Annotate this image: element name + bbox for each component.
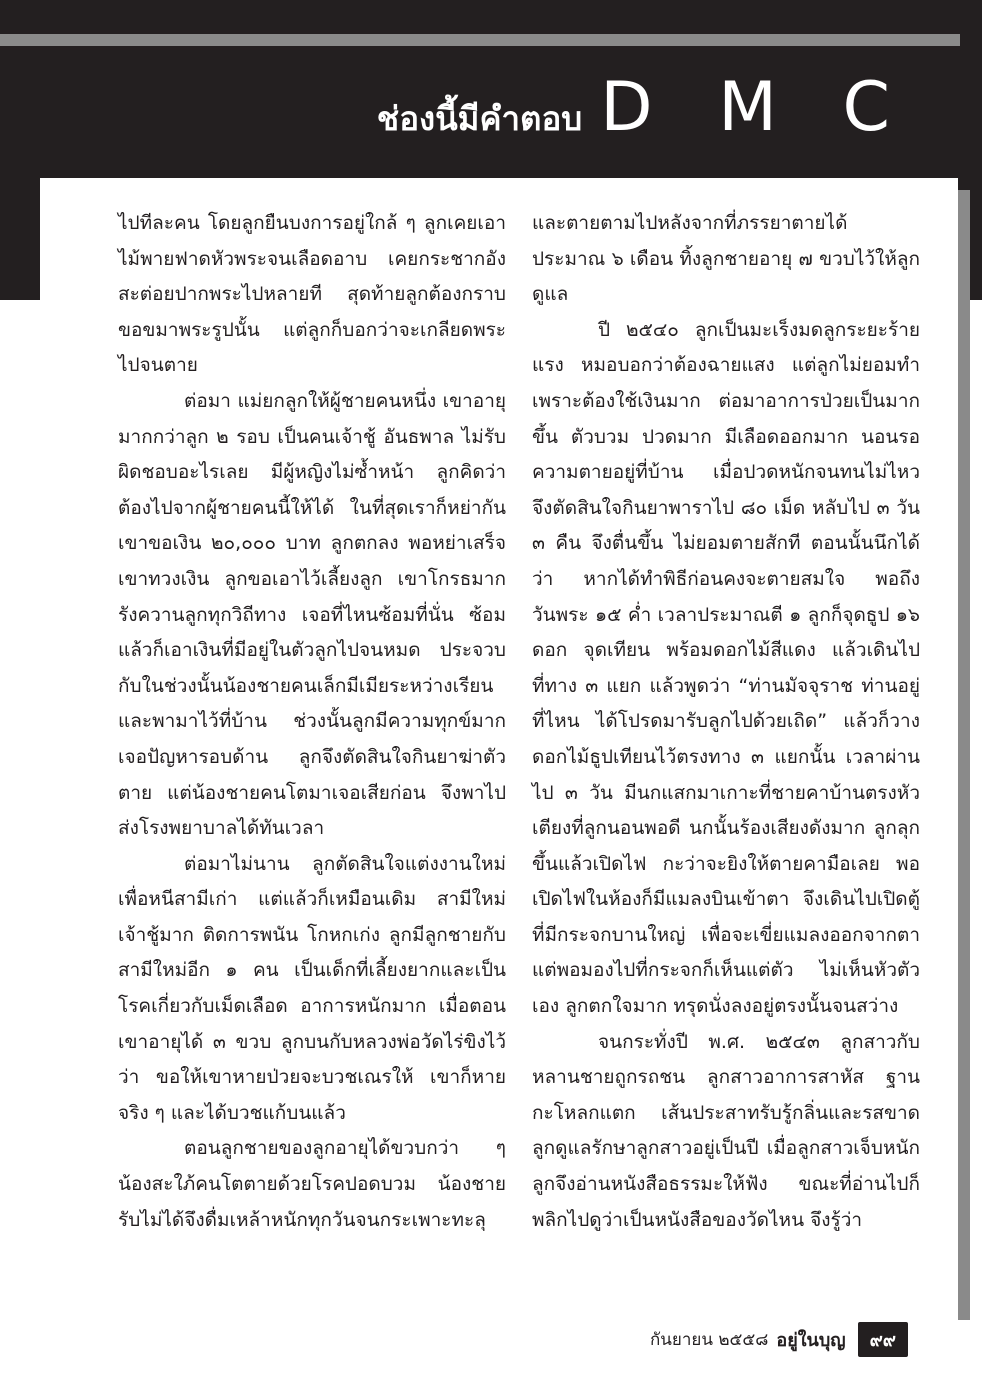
header-stripe (0, 34, 960, 46)
paragraph: ต่อมาไม่นาน ลูกตัดสินใจแต่งงานใหม่ เพื่อหนีสามีเก่า แต่แล้วก็เหมือนเดิม สามีใหม่เจ้าชู้มาก ติดการพนัน โกหกเก่ง ลูกมีลูกชายกับสามีใหม่อีก ๑ คน เป็นเด็กที่เลี้ยงยากและเป็นโรคเกี่ยวกับเม็ดเลือด อาการหนักมาก เมื่อตอนเขาอายุได้ ๓ ขวบ ลูกบนกับหลวงพ่อวัดไร่ขิงไว้ว่า ขอให้เขาหายป่วยจะบวชเณรให้ เขาก็หายจริง ๆ และได้บวชแก้บนแล้ว (118, 852, 506, 1124)
side-bar (958, 190, 970, 1320)
column-title-thai: ช่องนี้มีคำตอบ (376, 99, 583, 138)
paragraph: ต่อมา แม่ยกลูกให้ผู้ชายคนหนึ่ง เขาอายุมากกว่าลูก ๒ รอบ เป็นคนเจ้าชู้ อันธพาล ไม่รับผิดชอบอะไรเลย มีผู้หญิงไม่ซ้ำหน้า ลูกคิดว่าต้องไปจากผู้ชายคนนี้ให้ได้ ในที่สุดเราก็หย่ากัน เขาขอเงิน ๒๐,๐๐๐ บาท ลูกตกลง พอหย่าเสร็จเขาทวงเงิน ลูกขอเอาไว้เลี้ยงลูก เขาโกรธมาก รังควานลูกทุกวิถีทาง เจอที่ไหนซ้อมที่นั่น ซ้อมแล้วก็เอาเงินที่มีอยู่ในตัวลูกไปจนหมด ประจวบกับในช่วงนั้นน้องชายคนเล็กมีเมียระหว่างเรียนและพามาไว้ที่บ้าน ช่วงนั้นลูกมีความทุกข์มาก เจอปัญหารอบด้าน ลูกจึงตัดสินใจกินยาฆ่าตัวตาย แต่น้องชายคนโตมาเจอเสียก่อน จึงพาไปส่งโรงพยาบาลได้ทันเวลา (118, 389, 506, 840)
issue-date: กันยายน ๒๕๕๘ (649, 1330, 769, 1350)
magazine-name: อยู่ในบุญ (776, 1330, 846, 1351)
left-column (118, 206, 506, 1238)
column-title (376, 68, 912, 147)
paragraph: และตายตามไปหลังจากที่ภรรยาตายได้ประมาณ ๖ เดือน ทิ้งลูกชายอายุ ๗ ขวบไว้ให้ลูกดูแล (532, 212, 920, 306)
paragraph: จนกระทั่งปี พ.ศ. ๒๕๔๓ ลูกสาวกับหลานชายถูกรถชน ลูกสาวอาการสาหัส ฐานกะโหลกแตก เส้นประสาทรับรู้กลิ่นและรสขาด ลูกดูแลรักษาลูกสาวอยู่เป็นปี เมื่อลูกสาวเจ็บหนัก ลูกจึงอ่านหนังสือธรรมะให้ฟัง ขณะที่อ่านไปก็พลิกไปดูว่าเป็นหนังสือของวัดไหน จึงรู้ว่า (532, 1030, 920, 1231)
page-footer (650, 1322, 908, 1357)
paragraph: ไปทีละคน โดยลูกยืนบงการอยู่ใกล้ ๆ ลูกเคยเอาไม้พายฟาดหัวพระจนเลือดอาบ เคยกระชากอังสะต่อยปากพระไปหลายที สุดท้ายลูกต้องกราบขอขมาพระรูปนั้น แต่ลูกก็บอกว่าจะเกลียดพระไปจนตาย (118, 212, 506, 377)
column-title-dmc: D M C (600, 68, 912, 147)
paragraph: ตอนลูกชายของลูกอายุได้ขวบกว่า ๆ น้องสะใภ้คนโตตายด้วยโรคปอดบวม น้องชายรับไม่ได้จึงดื่มเหล้าหนักทุกวันจนกระเพาะทะลุ (118, 1137, 506, 1231)
paragraph: ปี ๒๕๔๐ ลูกเป็นมะเร็งมดลูกระยะร้ายแรง หมอบอกว่าต้องฉายแสง แต่ลูกไม่ยอมทำ เพราะต้องใช้เงินมาก ต่อมาอาการป่วยเป็นมากขึ้น ตัวบวม ปวดมาก มีเลือดออกมาก นอนรอความตายอยู่ที่บ้าน เมื่อปวดหนักจนทนไม่ไหว จึงตัดสินใจกินยาพาราไป ๘๐ เม็ด หลับไป ๓ วัน ๓ คืน จึงตื่นขึ้น ไม่ยอมตายสักที ตอนนั้นนึกได้ว่า หากได้ทำพิธีก่อนคงจะตายสมใจ พอถึงวันพระ ๑๕ ค่ำ เวลาประมาณตี ๑ ลูกก็จุดธูป ๑๖ ดอก จุดเทียน พร้อมดอกไม้สีแดง แล้วเดินไปที่ทาง ๓ แยก แล้วพูดว่า “ท่านมัจจุราช ท่านอยู่ที่ไหน ได้โปรดมารับลูกไปด้วยเถิด” แล้วก็วางดอกไม้ธูปเทียนไว้ตรงทาง ๓ แยกนั้น เวลาผ่านไป ๓ วัน มีนกแสกมาเกาะที่ชายคาบ้านตรงหัวเตียงที่ลูกนอนพอดี นกนั้นร้องเสียงดังมาก ลูกลุกขึ้นแล้วเปิดไฟ กะว่าจะยิงให้ตายคามือเลย พอเปิดไฟในห้องก็มีแมลงบินเข้าตา จึงเดินไปเปิดตู้ที่มีกระจกบานใหญ่ เพื่อจะเขี่ยแมลงออกจากตา แต่พอมองไปที่กระจกก็เห็นแต่ตัว ไม่เห็นหัวตัวเอง ลูกตกใจมาก ทรุดนั่งลงอยู่ตรงนั้นจนสว่าง (532, 318, 920, 1018)
page-number: ๙๙ (858, 1322, 908, 1357)
right-column (532, 206, 920, 1238)
article-body (40, 178, 958, 1308)
